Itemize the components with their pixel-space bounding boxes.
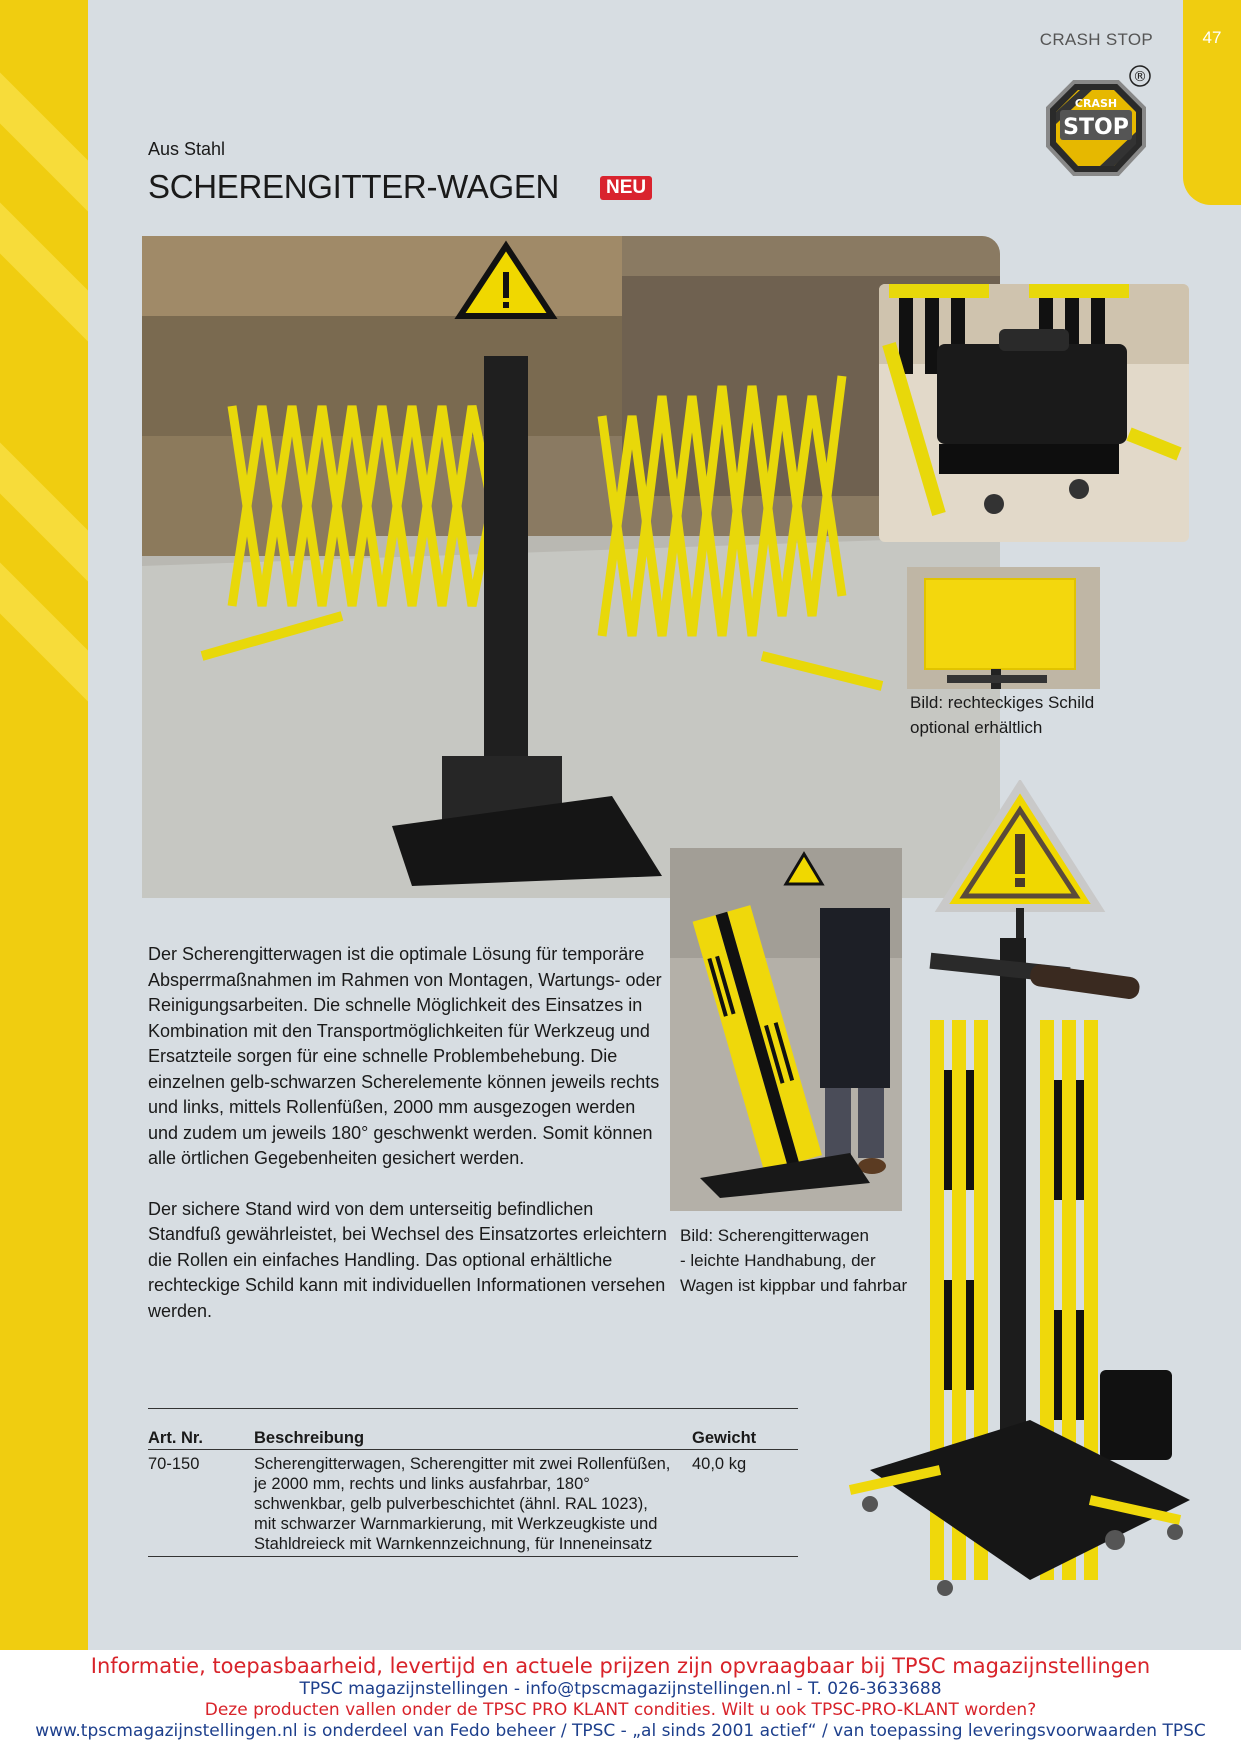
- section-label: CRASH STOP: [1039, 30, 1153, 49]
- left-decorative-band: [0, 0, 88, 1660]
- cell-art-nr: 70-150: [148, 1450, 254, 1557]
- product-description: [148, 942, 668, 1349]
- col-gewicht: Gewicht: [692, 1409, 798, 1450]
- toolbox-photo: [879, 284, 1189, 542]
- cell-beschreibung: Scherengitterwagen, Scherengitter mit zwei Rollenfüßen, je 2000 mm, rechts und links ausfahrbar, 180° schwenkbar, gelb pulverbeschichtet (ähnl. RAL 1023), mit schwarzer Warnmarkierung, mit Werkzeugkiste und Stahldreieck mit Warnkennzeichnung, für Inneneinsatz: [254, 1450, 692, 1557]
- sign-caption: [910, 690, 1094, 740]
- description-paragraph-1: Der Scherengitterwagen ist die optimale Lösung für temporäre Absperrmaßnahmen im Rahmen von Montagen, Wartungs- oder Reinigungsarbeiten. Die schnelle Möglichkeit des Einsatzes in Kombination mit den Transportmöglichkeiten für Werkzeug und Ersatzteile sorgen für eine schnelle Problembehebung. Die einzelnen gelb-schwarzen Scherelemente können jeweils rechts und links, mittels Rollenfüßen, 2000 mm ausgezogen werden und zudem um jeweils 180° geschwenkt werden. Somit können alle örtlichen Gegebenheiten gesichert werden.: [148, 944, 662, 1168]
- sign-caption-line: optional erhältlich: [910, 718, 1043, 737]
- footer-info-line: Informatie, toepasbaarheid, levertijd en actuele prijzen zijn opvraagbaar bij TPSC magazijnstellingen: [90, 1654, 1151, 1678]
- footer: [0, 1650, 1241, 1755]
- cart-caption-line: Wagen ist kippbar und fahrbar: [680, 1276, 908, 1295]
- registered-mark: ®: [1133, 69, 1147, 85]
- logo-text-crash: CRASH: [1074, 97, 1118, 110]
- col-art-nr: Art. Nr.: [148, 1409, 254, 1450]
- folded-cart-image: [830, 780, 1210, 1610]
- footer-contact-line[interactable]: TPSC magazijnstellingen - info@tpscmagazijnstellingen.nl - T. 026-3633688: [299, 1679, 942, 1699]
- product-subtitle: Aus Stahl: [148, 139, 226, 159]
- crash-stop-logo: [1040, 62, 1152, 190]
- new-badge: NEU: [600, 176, 652, 200]
- cart-caption-line: - leichte Handhabung, der: [680, 1251, 876, 1270]
- description-paragraph-2: Der sichere Stand wird von dem unterseitig befindlichen Standfuß gewährleistet, bei Wechsel des Einsatzortes erleichtern die Rollen ein einfaches Handling. Das optional erhältliche rechteckige Schild kann mit individuellen Informationen versehen werden.: [148, 1198, 667, 1321]
- col-beschreibung: Beschreibung: [254, 1409, 692, 1450]
- cell-gewicht: 40,0 kg: [692, 1450, 798, 1557]
- spec-table-header: [148, 1409, 798, 1450]
- logo-text-stop: STOP: [1063, 115, 1129, 140]
- spec-table: [148, 1409, 798, 1557]
- sign-caption-line: Bild: rechteckiges Schild: [910, 693, 1095, 712]
- rectangular-sign-photo: [907, 567, 1100, 689]
- cart-caption-line: Bild: Scherengitterwagen: [680, 1226, 870, 1245]
- footer-pro-klant-line: Deze producten vallen onder de TPSC PRO KLANT condities. Wilt u ook TPSC-PRO-KLANT worden?: [204, 1700, 1037, 1720]
- footer-website-line[interactable]: www.tpscmagazijnstellingen.nl is onderdeel van Fedo beheer / TPSC - „al sinds 2001 actief“ / van toepassing leveringsvoorwaarden TPSC: [35, 1721, 1206, 1741]
- table-row: [148, 1450, 798, 1557]
- product-title: SCHERENGITTER-WAGEN: [148, 168, 560, 205]
- page-number: 47: [1202, 28, 1222, 47]
